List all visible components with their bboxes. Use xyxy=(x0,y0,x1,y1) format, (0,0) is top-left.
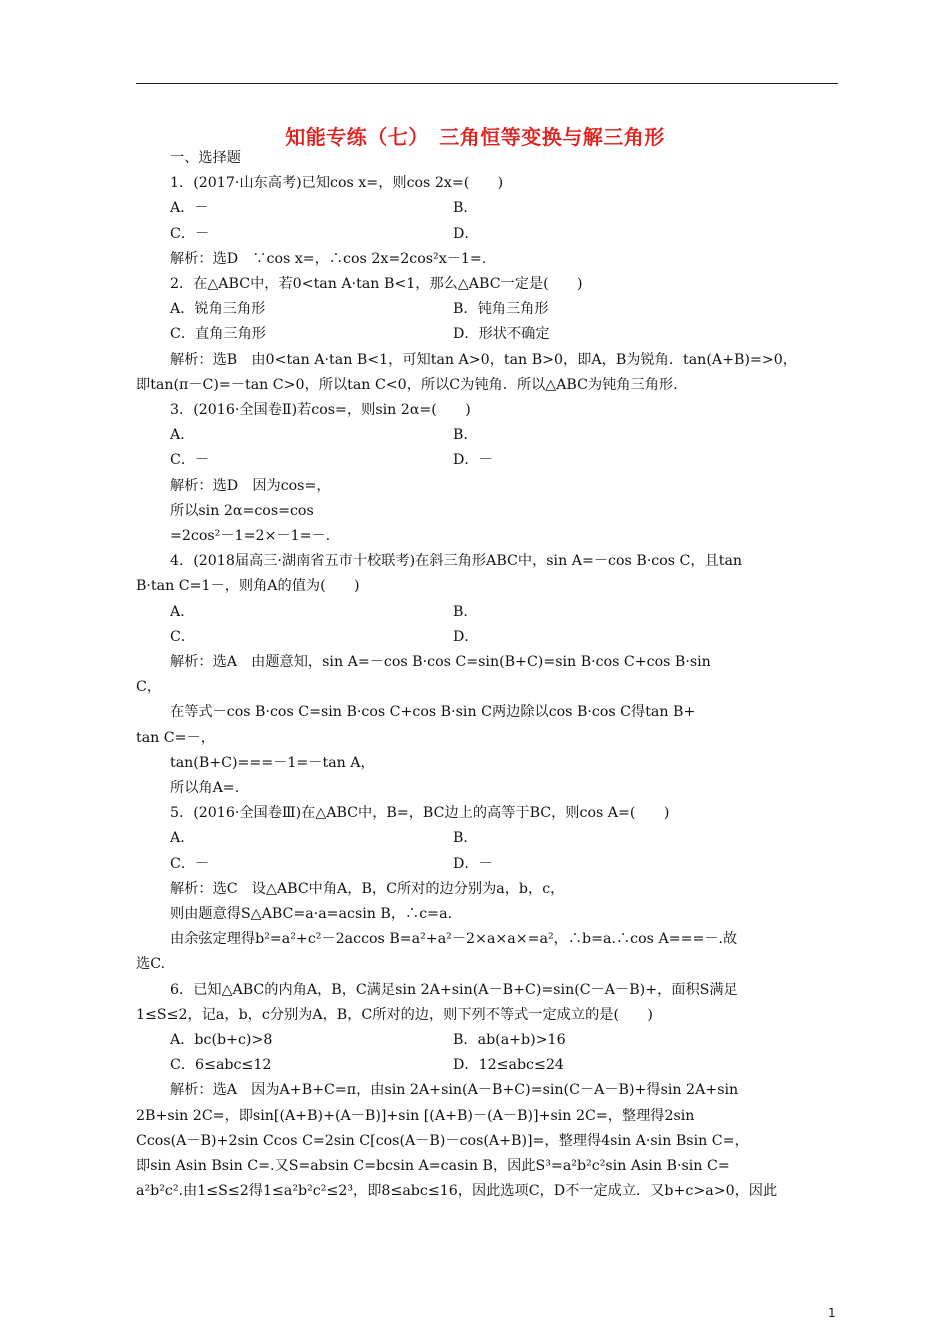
text-line: 解析：选A 因为A+B+C=π，由sin 2A+sin(A－B+C)=sin(C－A－B)+得sin 2A+sin xyxy=(170,1082,739,1099)
page-number: 1 xyxy=(828,1306,836,1320)
option-right: D．－ xyxy=(453,452,493,469)
option-row: A． xyxy=(170,427,195,444)
option-right: B． xyxy=(453,200,478,217)
option-row: A．bc(b+c)>8 xyxy=(170,1032,273,1048)
option-right: D．12≤abc≤24 xyxy=(453,1057,564,1074)
text-line: Ccos(A－B)+2sin Ccos C=2sin C[cos(A－B)－cos(A+B)]=，整理得4sin A·sin Bsin C=， xyxy=(136,1132,749,1149)
option-right: D．－ xyxy=(453,855,493,872)
option-right: B． xyxy=(453,427,478,444)
text-line: 在等式－cos B·cos C=sin B·cos C+cos B·sin C两边除以cos B·cos C得tan B+ xyxy=(170,704,696,721)
text-line: 解析：选C 设△ABC中角A，B，C所对的边分别为a，b，c， xyxy=(170,880,565,897)
text-line: 6．已知△ABC的内角A，B，C满足sin 2A+sin(A－B+C)=sin(C－A－B)+，面积S满足 xyxy=(170,981,738,998)
option-row: A．－ xyxy=(170,200,209,217)
text-line: 解析：选B 由0<tan A·tan B<1，可知tan A>0，tan B>0，即A，B为锐角．tan(A+B)=>0， xyxy=(170,351,797,368)
option-row: A． xyxy=(170,830,195,847)
text-line: 3．(2016·全国卷Ⅱ)若cos=，则sin 2α=( ) xyxy=(170,402,471,418)
text-line: 5．(2016·全国卷Ⅲ)在△ABC中，B=，BC边上的高等于BC，则cos A=( ) xyxy=(170,805,670,822)
option-row: A．锐角三角形 xyxy=(170,301,266,318)
text-line: =2cos²－1=2×－1=－. xyxy=(170,528,331,544)
text-line: 2．在△ABC中，若0<tan A·tan B<1，那么△ABC一定是( ) xyxy=(170,276,583,292)
text-line: C， xyxy=(136,679,162,696)
option-row: A． xyxy=(170,603,195,620)
text-line: 即sin Asin Bsin C=.又S=absin C=bcsin A=casin B，因此S³=a²b²c²sin Asin B·sin C= xyxy=(136,1158,730,1174)
option-right: B．ab(a+b)>16 xyxy=(453,1032,566,1048)
text-line: 由余弦定理得b²=a²+c²－2accos B=a²+a²－2×a×a×=a²，∴b=a.∴cos A===－.故 xyxy=(170,931,738,948)
option-row: C． xyxy=(170,628,196,645)
header-rule xyxy=(136,83,838,84)
text-line: 解析：选A 由题意知，sin A=－cos B·cos C=sin(B+C)=sin B·cos C+cos B·sin xyxy=(170,654,711,670)
text-line: 选C. xyxy=(136,956,166,973)
text-line: 1．(2017·山东高考)已知cos x=，则cos 2x=( ) xyxy=(170,175,504,192)
option-row: C．直角三角形 xyxy=(170,326,266,343)
text-line: tan C=－， xyxy=(136,729,215,746)
text-line: 解析：选D 因为cos=， xyxy=(170,477,331,494)
text-line: 2B+sin 2C=，即sin[(A+B)+(A－B)]+sin [(A+B)－(A－B)]+sin 2C=，整理得2sin xyxy=(136,1107,695,1124)
text-line: 1≤S≤2，记a，b，c分别为A，B，C所对的边，则下列不等式一定成立的是( ) xyxy=(136,1006,653,1023)
text-line: 所以角A=. xyxy=(170,780,240,796)
option-right: D．形状不确定 xyxy=(453,326,550,343)
option-right: D． xyxy=(453,225,479,242)
text-line: B·tan C=1－，则角A的值为( ) xyxy=(136,578,360,595)
option-row: C．－ xyxy=(170,225,210,242)
text-line: a²b²c².由1≤S≤2得1≤a²b²c²≤2³，即8≤abc≤16，因此选项C，D不一定成立．又b+c>a>0，因此 xyxy=(136,1183,778,1200)
text-line: 4．(2018届高三·湖南省五市十校联考)在斜三角形ABC中，sin A=－cos B·cos C，且tan xyxy=(170,553,743,570)
page-title: 知能专练（七） 三角恒等变换与解三角形 xyxy=(285,125,665,149)
option-right: B．钝角三角形 xyxy=(453,301,549,318)
text-line: 所以sin 2α=cos=cos xyxy=(170,502,314,519)
text-line: 一、选择题 xyxy=(170,150,241,166)
option-row: C．－ xyxy=(170,452,210,469)
option-right: B． xyxy=(453,830,478,847)
text-line: tan(B+C)===－1=－tan A， xyxy=(170,754,375,771)
text-line: 则由题意得S△ABC=a·a=acsin B，∴c=a. xyxy=(170,906,453,922)
option-right: B． xyxy=(453,603,478,620)
text-line: 即tan(π－C)=－tan C>0，所以tan C<0，所以C为钝角．所以△ABC为钝角三角形. xyxy=(136,376,678,393)
option-row: C．6≤abc≤12 xyxy=(170,1057,272,1074)
text-line: 解析：选D ∵cos x=，∴cos 2x=2cos²x－1=. xyxy=(170,250,487,267)
option-row: C．－ xyxy=(170,855,210,872)
option-right: D． xyxy=(453,628,479,645)
